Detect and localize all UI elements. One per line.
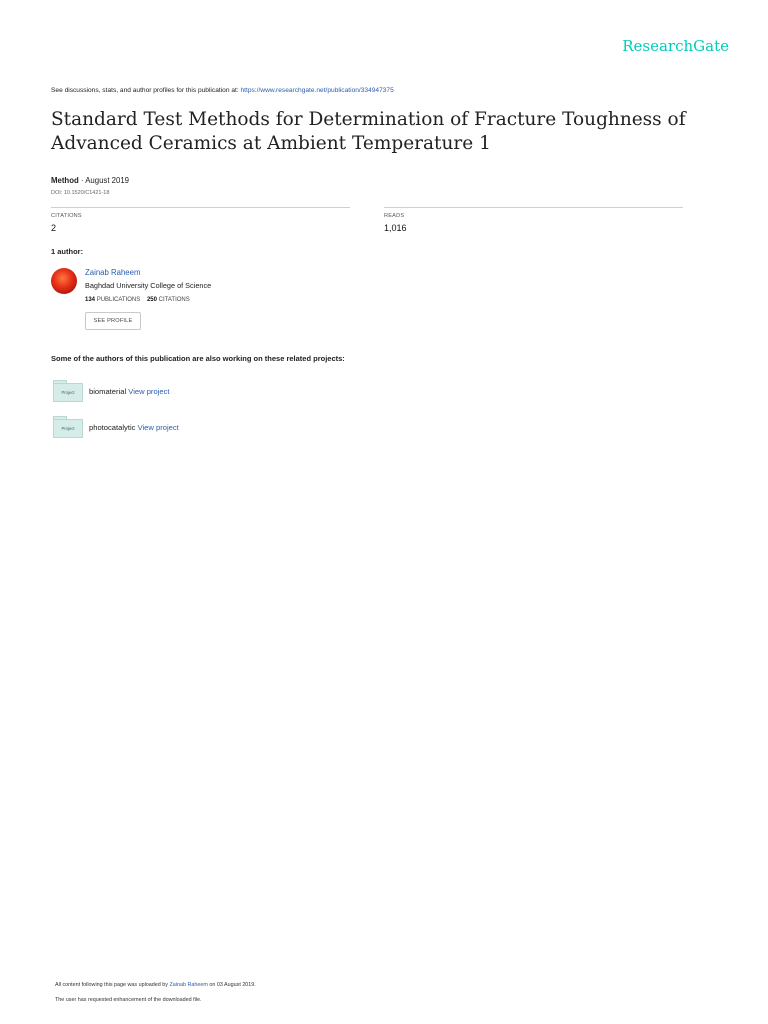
publication-date: · August 2019 <box>80 176 130 185</box>
enhancement-note: The user has requested enhancement of the downloaded file. <box>55 997 202 1003</box>
author-avatar[interactable] <box>51 268 77 294</box>
reads-label: READS <box>384 213 405 219</box>
publication-type: Method <box>51 176 79 185</box>
reads-value: 1,016 <box>384 223 407 233</box>
author-publications-label: PUBLICATIONS <box>96 297 141 303</box>
upload-suffix: on 03 August 2019. <box>209 982 256 988</box>
author-citations-count: 250 <box>146 297 157 303</box>
project-icon-label: Project <box>53 383 83 402</box>
discussion-prefix: See discussions, stats, and author profiles for this publication at: <box>51 87 239 94</box>
view-project-link[interactable]: View project <box>137 423 179 432</box>
project-icon-label: Project <box>53 419 83 438</box>
uploader-link[interactable]: Zainab Raheem <box>169 982 208 988</box>
project-folder-icon <box>53 380 83 402</box>
see-profile-button[interactable]: SEE PROFILE <box>85 312 141 330</box>
researchgate-logo[interactable]: ResearchGate <box>622 37 729 55</box>
citations-label: CITATIONS <box>51 213 82 219</box>
reads-divider <box>384 207 683 208</box>
project-folder-icon <box>53 416 83 438</box>
discussion-line <box>51 87 394 94</box>
upload-notice <box>55 982 256 988</box>
project-name: photocatalytic <box>89 423 136 432</box>
project-name: biomaterial <box>89 387 127 396</box>
citations-value: 2 <box>51 223 57 233</box>
upload-prefix: All content following this page was uploaded by <box>55 982 168 988</box>
author-institution: Baghdad University College of Science <box>85 281 212 290</box>
view-project-link[interactable]: View project <box>128 387 170 396</box>
related-projects-heading: Some of the authors of this publication are also working on these related projects: <box>51 354 345 363</box>
publication-title: Standard Test Methods for Determination of Fracture Toughness of Advanced Ceramics at Ambient Temperature 1 <box>51 109 686 154</box>
publication-doi: DOI: 10.1520/C1421-18 <box>51 190 110 196</box>
publication-url-link[interactable]: https://www.researchgate.net/publication/334947375 <box>240 87 394 94</box>
publication-meta <box>51 176 129 185</box>
authors-heading: 1 author: <box>51 247 84 256</box>
author-citations-label: CITATIONS <box>158 297 190 303</box>
author-stats <box>85 297 190 303</box>
author-name-link[interactable]: Zainab Raheem <box>85 268 141 277</box>
project-item <box>89 423 179 432</box>
citations-divider <box>51 207 350 208</box>
project-item <box>89 387 170 396</box>
author-publications-count: 134 <box>85 297 96 303</box>
